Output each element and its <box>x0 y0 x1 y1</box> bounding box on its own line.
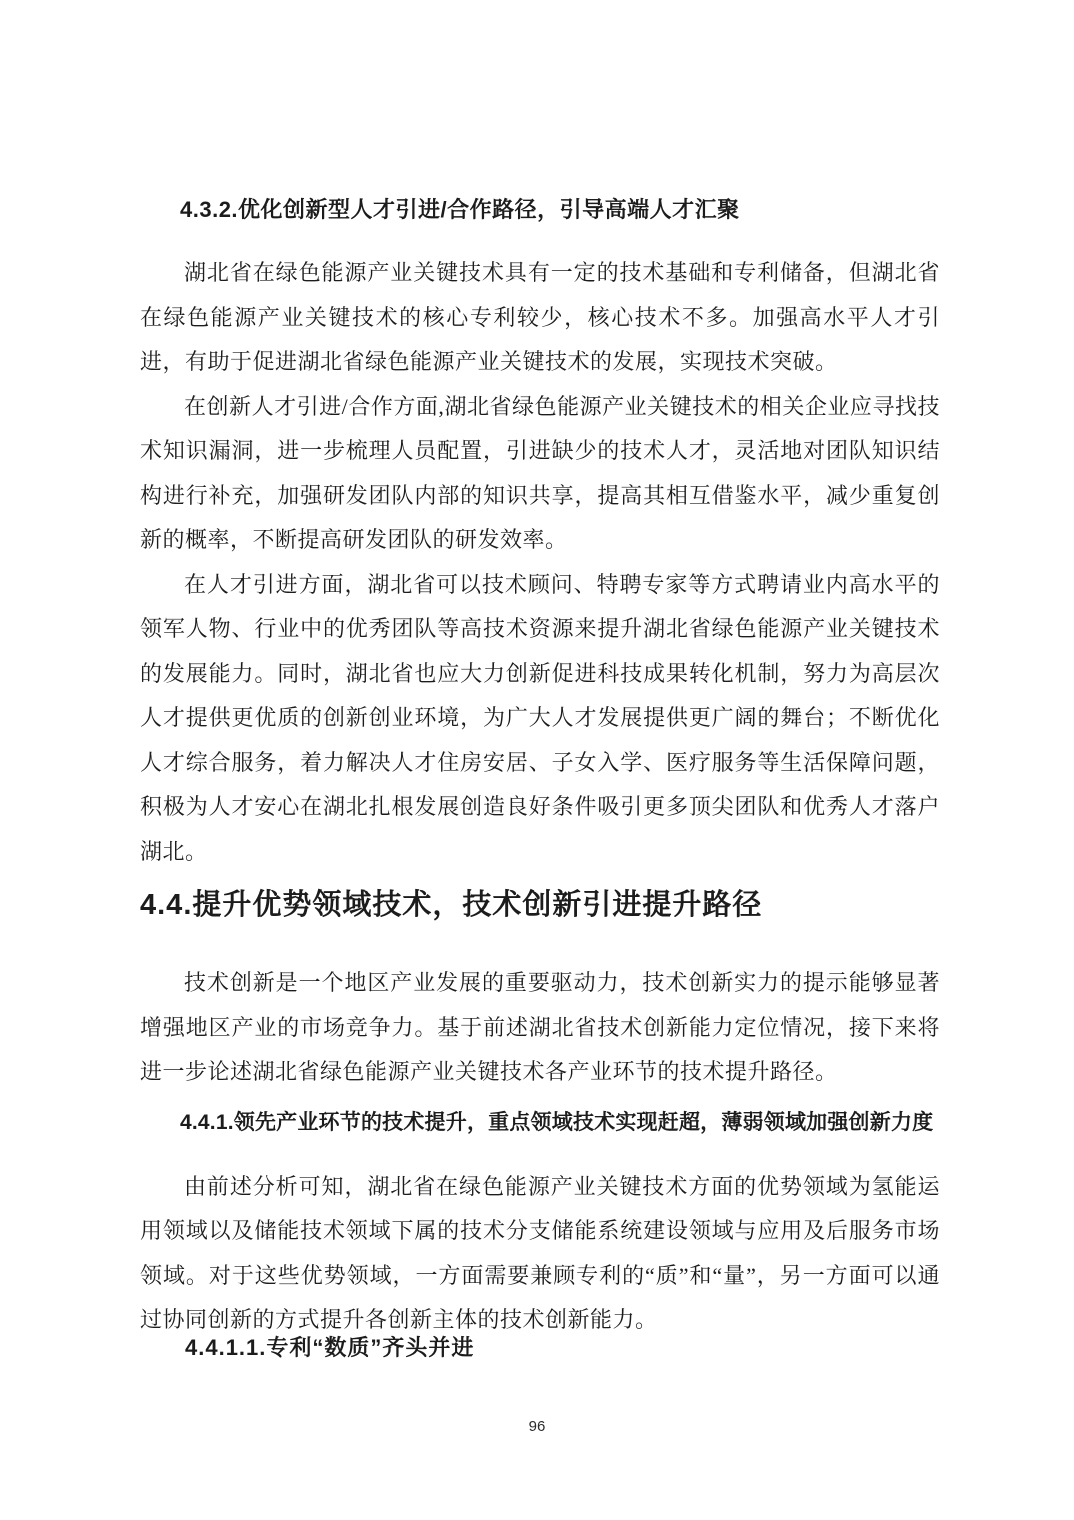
heading-4-3-2: 4.3.2.优化创新型人才引进/合作路径，引导高端人才汇聚 <box>180 197 740 222</box>
paragraph-advantage-fields: 由前述分析可知，湖北省在绿色能源产业关键技术方面的优势领域为氢能运用领域以及储能技术领域下属的技术分支储能系统建设领域与应用及后服务市场领域。对于这些优势领域，一方面需要兼顾专利的“质”和“量”，另一方面可以通过协同创新的方式提升各创新主体的技术创新能力。 <box>140 1173 940 1332</box>
page-body <box>140 0 940 1363</box>
paragraph-talent-basis: 湖北省在绿色能源产业关键技术具有一定的技术基础和专利储备，但湖北省在绿色能源产业关键技术的核心专利较少，核心技术不多。加强高水平人才引进，有助于促进湖北省绿色能源产业关键技术的发展，实现技术突破。 <box>140 260 940 374</box>
paragraph-innovation-driver: 技术创新是一个地区产业发展的重要驱动力，技术创新实力的提示能够显著增强地区产业的市场竞争力。基于前述湖北省技术创新能力定位情况，接下来将进一步论述湖北省绿色能源产业关键技术各产业环节的技术提升路径。 <box>140 970 940 1084</box>
paragraph-talent-cooperation: 在创新人才引进/合作方面,湖北省绿色能源产业关键技术的相关企业应寻找技术知识漏洞，进一步梳理人员配置，引进缺少的技术人才，灵活地对团队知识结构进行补充，加强研发团队内部的知识共享，提高其相互借鉴水平，减少重复创新的概率，不断提高研发团队的研发效率。 <box>140 393 940 552</box>
heading-4-4-1: 4.4.1.领先产业环节的技术提升，重点领域技术实现赶超，薄弱领域加强创新力度 <box>180 1110 934 1134</box>
paragraph-talent-attraction: 在人才引进方面，湖北省可以技术顾问、特聘专家等方式聘请业内高水平的领军人物、行业中的优秀团队等高技术资源来提升湖北省绿色能源产业关键技术的发展能力。同时，湖北省也应大力创新促进科技成果转化机制，努力为高层次人才提供更优质的创新创业环境，为广大人才发展提供更广阔的舞台；不断优化人才综合服务，着力解决人才住房安居、子女入学、医疗服务等生活保障问题，积极为人才安心在湖北扎根发展创造良好条件吸引更多顶尖团队和优秀人才落户湖北。 <box>140 571 940 864</box>
heading-4-4-1-1: 4.4.1.1.专利“数质”齐头并进 <box>185 1334 475 1360</box>
heading-4-4: 4.4.提升优势领域技术，技术创新引进提升路径 <box>140 889 763 921</box>
page-number: 96 <box>528 1418 546 1435</box>
